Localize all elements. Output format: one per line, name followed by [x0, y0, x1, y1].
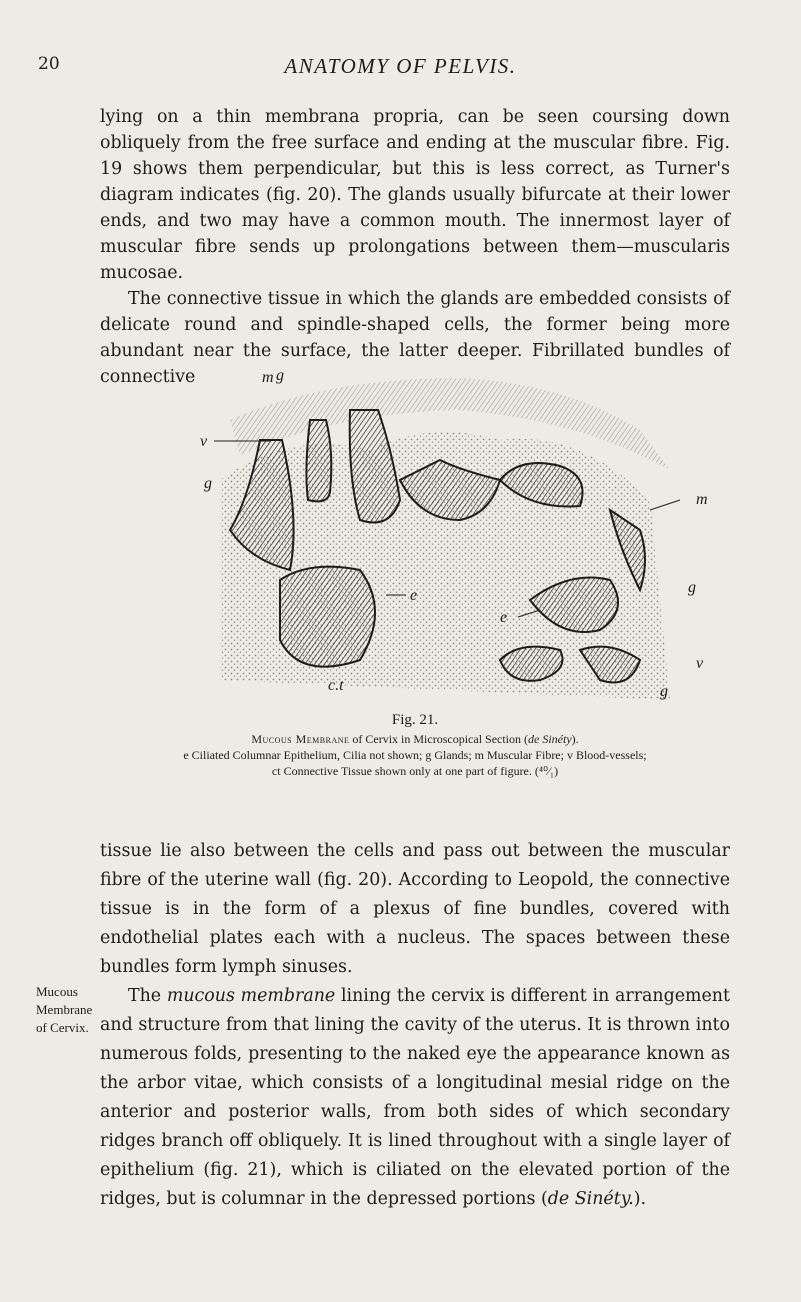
bottom-text-block	[100, 837, 730, 1214]
label-e-right: e	[500, 609, 508, 626]
paragraph: lying on a thin membrana propria, can be seen coursing down obliquely from the free surface and ending at the muscular fibre. Fig. 19 shows them perpendicular, but this is less correct, as Turner's diagram indicates (fig. 20). The glands usually bifurcate at their lower ends, and two may have a common mouth. The innermost layer of muscular fibre sends up prolongations between them—muscularis mucosae.	[100, 107, 730, 283]
label-g-left: g	[204, 475, 212, 492]
caption-line-3: ct Connective Tissue shown only at one part of figure. (⁴⁰⁄₁)	[271, 764, 559, 778]
label-g-bottom: g	[660, 683, 668, 700]
caption-end: ).	[571, 732, 579, 746]
margin-note-line: Mucous	[36, 984, 78, 999]
caption-source: de Sinéty	[528, 732, 572, 746]
margin-note-line: Membrane	[36, 1002, 93, 1017]
figure-caption	[100, 712, 730, 779]
figure-title: Fig. 21.	[391, 712, 439, 728]
page-number: 20	[38, 54, 60, 74]
caption-text: of Cervix in Microscopical Section (	[352, 732, 529, 746]
running-head: ANATOMY OF PELVIS.	[284, 54, 517, 78]
paragraph: tissue lie also between the cells and pass out between the muscular fibre of the uterine wall (fig. 20). According to Leopold, the connective tissue is in the form of a plexus of fine bundles, covered with endothelial plates each with a nucleus. The spaces between these bundles form lymph sinuses.	[100, 841, 730, 977]
label-g-right: g	[688, 579, 696, 596]
paragraph-lead: The	[128, 986, 167, 1006]
microscopic-section-illustration	[200, 360, 720, 705]
paragraph: The connective tissue in which the glands are embedded consists of delicate round and spindle-shaped cells, the former being more abundant near the surface, the latter deeper. Fibrillated bundles of connective	[100, 289, 730, 387]
top-text-block	[100, 104, 730, 390]
label-e-center: e	[410, 587, 418, 604]
label-m-right: m	[696, 491, 708, 508]
margin-note	[36, 983, 98, 1037]
margin-note-line: of Cervix.	[36, 1020, 89, 1035]
label-v-right: v	[696, 655, 704, 672]
label-v-left: v	[200, 433, 208, 450]
paragraph-term: mucous membrane	[166, 986, 336, 1006]
caption-heading: Mucous Membrane	[251, 732, 350, 746]
label-ct: c.t	[328, 677, 344, 694]
caption-line-1	[100, 731, 730, 747]
paragraph-source: de Sinéty.	[547, 1189, 634, 1209]
paragraph-end: ).	[633, 1189, 647, 1209]
caption-line-2: e Ciliated Columnar Epithelium, Cilia not shown; g Glands; m Muscular Fibre; v Blood-vessels;	[183, 748, 647, 762]
label-m-top: m	[262, 369, 274, 386]
label-g-top: g	[276, 367, 284, 384]
paragraph-text: lining the cervix is different in arrangement and structure from that lining the cavity of the uterus. It is thrown into numerous folds, presenting to the naked eye the appearance known as the arbor vitae, which consists of a longitudinal mesial ridge on the anterior and posterior walls, from both sides of which secondary ridges branch off obliquely. It is lined throughout with a single layer of epithelium (fig. 21), which is ciliated on the elevated portion of the ridges, but is columnar in the depressed portions (	[100, 986, 730, 1209]
paragraph	[100, 982, 730, 1214]
